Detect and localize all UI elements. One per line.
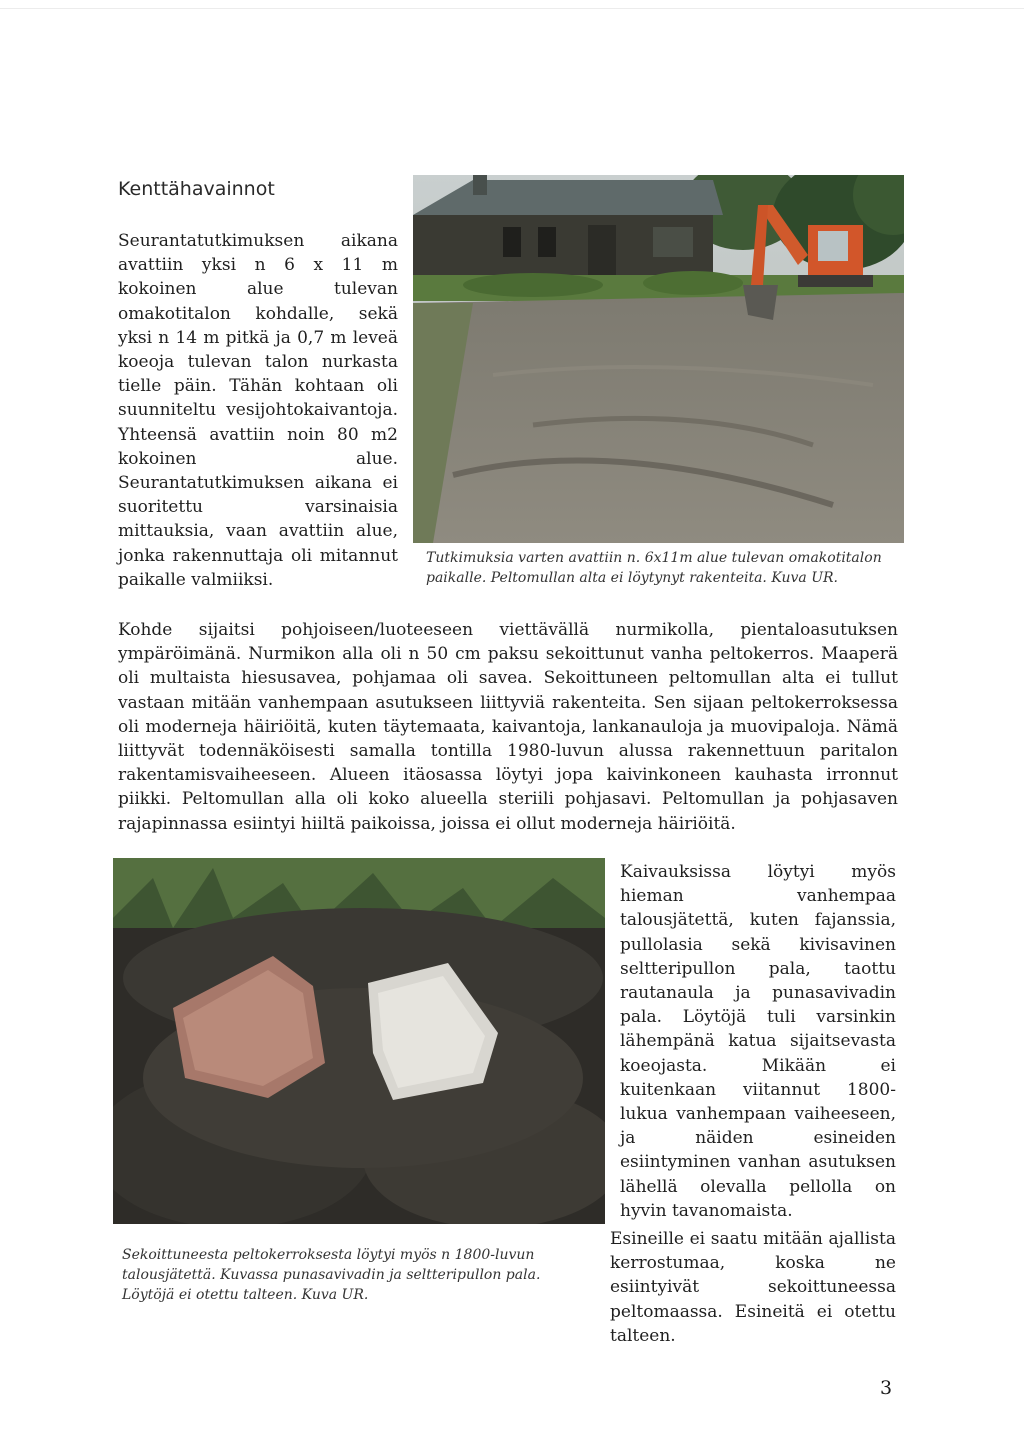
photo1-caption: Tutkimuksia varten avattiin n. 6x11m alue tulevan omakotitalon paikalle. Peltomullan alta ei löytynyt rakenteita. Kuva UR. (426, 550, 882, 586)
section-heading: Kenttähavainnot (118, 178, 275, 200)
excavation-site-photo (413, 175, 904, 543)
intro-paragraph: Seurantatutkimuksen aikana avattiin yksi n 6 x 11 m kokoinen alue tulevan omakotitalon kohdalle, sekä yksi n 14 m pitkä ja 0,7 m leveä koeoja tulevan talon nurkasta tielle päin. Tähän kohtaan oli suunniteltu vesijohtokaivantoja. Yhteensä avattiin noin 80 m2 kokoinen alue. Seurantatutkimuksen aikana ei suoritettu varsinaisia mittauksia, vaan avattiin alue, jonka rakennuttaja oli mitannut paikalle valmiiksi. (118, 231, 398, 590)
conclusion-paragraph: Esineille ei saatu mitään ajallista kerrostumaa, koska ne esiintyivät sekoittuneessa peltomaassa. Esineitä ei otettu talteen. (610, 1229, 896, 1346)
site-description-paragraph: Kohde sijaitsi pohjoiseen/luoteeseen viettävällä nurmikolla, pientaloasutuksen ympäröimänä. Nurmikon alla oli n 50 cm paksu sekoittunut vanha peltokerros. Maaperä oli multaista hiesusavea, pohjamaa oli savea. Sekoittuneen peltomullan alta ei tullut vastaan mitään vanhempaan asutukseen liittyviä rakenteita. Sen sijaan peltokerroksessa oli moderneja häiriöitä, kuten täytemaata, kaivantoja, lankanauloja ja muovipaloja. Nämä liittyvät todennäköisesti samalla tontilla 1980-luvun alussa rakennettuun paritalon rakentamisvaiheeseen. Alueen itäosassa löytyi jopa kaivinkoneen kauhasta irronnut piikki. Peltomullan alla oli koko alueella steriili pohjasavi. Peltomullan ja pohjasaven rajapinnassa esiintyi hiiltä paikoissa, joissa ei ollut moderneja häiriöitä. (118, 620, 898, 834)
finds-paragraph: Kaivauksissa löytyi myös hieman vanhempaa talousjätettä, kuten fajanssia, pullolasia sekä kivisavinen seltteripullon pala, taottu rautanaula ja punasavivadin pala. Löytöjä tuli varsinkin lähempänä katua sijaitsevasta koeojasta. Mikään ei kuitenkaan viitannut 1800-lukua vanhempaan vaiheeseen, ja näiden esineiden esiintyminen vanhan asutuksen lähellä olevalla pellolla on hyvin tavanomaista. (620, 862, 896, 1221)
finds-photo (113, 858, 605, 1224)
photo2-caption: Sekoittuneesta peltokerroksesta löytyi myös n 1800-luvun talousjätettä. Kuvassa punasavivadin ja seltteripullon pala. Löytöjä ei otettu talteen. Kuva UR. (122, 1247, 541, 1303)
scan-edge-line (0, 8, 1024, 9)
page-number: 3 (880, 1377, 893, 1399)
